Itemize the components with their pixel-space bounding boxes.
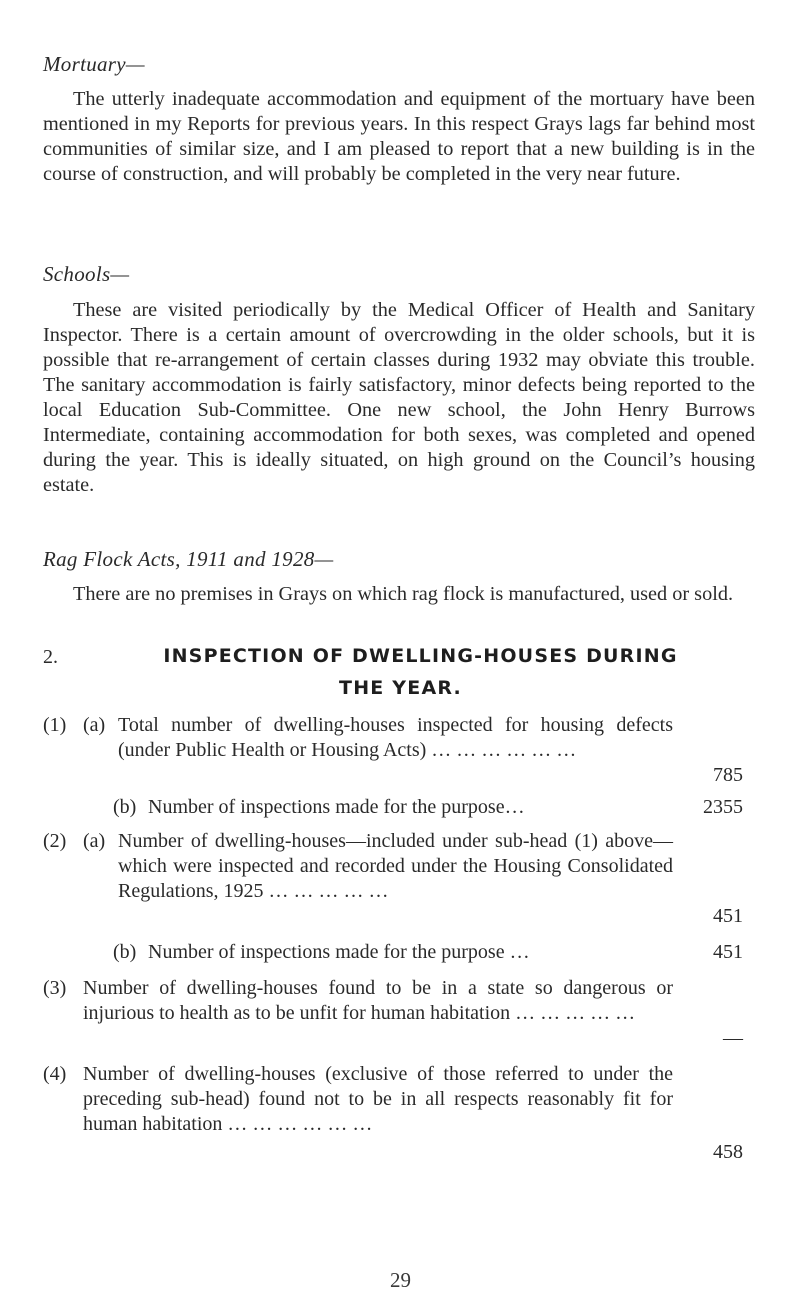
item-value: 451: [713, 905, 743, 927]
rag-flock-text: There are no premises in Grays on which rag flock is manufactured, used or sold.: [73, 583, 734, 605]
item-number: (4): [43, 1063, 67, 1085]
item-value: —: [723, 1027, 743, 1049]
item-text: Number of dwelling-houses (exclusive of those referred to under the preceding sub-head) found not to be in all respects reasonably fit for human habitation … … … … … …: [83, 1063, 673, 1135]
item-subhead: (a): [83, 714, 106, 736]
item-subhead: (b): [113, 796, 137, 818]
item-text: Total number of dwelling-houses inspected for housing defects (under Public Health or Housing Acts) … … … … … …: [118, 714, 673, 761]
schools-paragraph: [43, 298, 755, 498]
section-title-line2: THE YEAR.: [339, 677, 462, 699]
item-text: Number of inspections made for the purpose …: [148, 941, 530, 963]
item-text: Number of inspections made for the purpose…: [148, 796, 525, 818]
inspection-item-1a: [43, 713, 755, 793]
section-number: 2.: [43, 646, 58, 668]
mortuary-heading: Mortuary—: [43, 52, 145, 76]
item-number: (1): [43, 714, 67, 736]
section-title-line1: INSPECTION OF DWELLING-HOUSES DURING: [163, 645, 678, 667]
item-number: (2): [43, 830, 67, 852]
page-number: 29: [390, 1268, 411, 1292]
item-subhead: (b): [113, 941, 137, 963]
item-value: 785: [713, 764, 743, 786]
mortuary-text: The utterly inadequate accommodation and equipment of the mortuary have been mentioned in my Reports for previous years. In this respect Grays lags far behind most communities of similar size, and I am pleased to report that a new building is in the course of construction, and will probably be completed in the very near future.: [43, 88, 755, 185]
schools-text: These are visited periodically by the Medical Officer of Health and Sanitary Inspector. There is a certain amount of overcrowding in the older schools, but it is possible that re-arrangement of certain classes during 1932 may obviate this trouble. The sanitary accommodation is fairly satisfactory, minor defects being reported to the local Education Sub-Committee. One new school, the John Henry Burrows Intermediate, containing accommodation for both sexes, was completed and opened during the year. This is ideally situated, on high ground on the Council’s housing estate.: [43, 299, 755, 496]
inspection-item-2b: [43, 940, 755, 968]
inspection-item-1b: [43, 795, 755, 823]
schools-heading: Schools—: [43, 262, 130, 286]
inspection-item-2a: [43, 829, 755, 939]
rag-flock-heading: Rag Flock Acts, 1911 and 1928—: [43, 547, 334, 571]
mortuary-paragraph: [43, 87, 755, 187]
item-value: 451: [713, 941, 743, 963]
item-subhead: (a): [83, 830, 106, 852]
item-text: Number of dwelling-houses found to be in a state so dangerous or injurious to health as to be unfit for human habitation … … … … …: [83, 977, 673, 1024]
inspection-item-3: [43, 976, 755, 1056]
item-value: 2355: [703, 796, 743, 818]
rag-flock-paragraph: [43, 582, 755, 607]
item-text: Number of dwelling-houses—included under sub-head (1) above—which were inspected and recorded under the Housing Consolidated Regulations, 1925 … … … … …: [118, 830, 673, 902]
item-number: (3): [43, 977, 67, 999]
inspection-item-4: [43, 1062, 755, 1172]
item-value: 458: [713, 1141, 743, 1163]
